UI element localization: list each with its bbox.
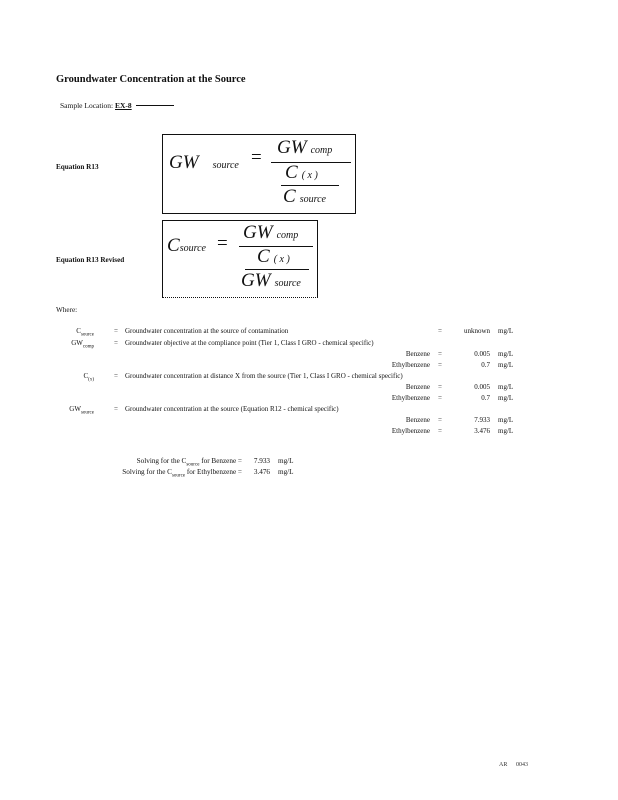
chemical-value: 0.005 — [474, 350, 490, 358]
definition-description: Groundwater concentration at the source of contamination — [125, 327, 289, 335]
sample-location — [60, 101, 174, 110]
equation-r13-middle: C ( x ) — [285, 162, 318, 183]
sample-location-label: Sample Location: — [60, 101, 114, 110]
definition-description: Groundwater objective at the compliance point (Tier 1, Class I GRO - chemical specific) — [125, 339, 374, 347]
equation-r13-lhs: GW source — [169, 152, 239, 173]
sample-location-blank-line — [136, 105, 174, 106]
equation-r13-revised-box — [162, 220, 318, 298]
chemical-value: 3.476 — [474, 427, 490, 435]
chemical-value: 0.005 — [474, 383, 490, 391]
equation-r13-equals: = — [251, 147, 262, 168]
definition-symbol: $GW_{source}$ — [69, 405, 94, 416]
solving-value: 7.933 — [253, 457, 270, 465]
chemical-unit: mg/L — [498, 383, 514, 391]
definition-value: unknown — [463, 327, 490, 335]
equation-r13-revised-denominator: GW source — [241, 270, 301, 291]
equation-r13-label: Equation R13 — [56, 163, 99, 171]
footer-ar-label: AR — [499, 762, 508, 768]
equation-r13-revised-lhs: Csource — [167, 235, 206, 256]
chemical-name: Benzene — [405, 416, 430, 424]
where-label: Where: — [56, 306, 78, 314]
chemical-name: Ethylbenzene — [391, 427, 430, 435]
chemical-unit: mg/L — [498, 350, 514, 358]
equation-r13-revised-numerator: GW comp — [243, 222, 299, 243]
equation-r13-box — [162, 134, 356, 214]
equation-r13-revised-middle: C ( x ) — [257, 246, 290, 267]
chemical-unit: mg/L — [498, 394, 514, 402]
equation-r13-revised-equals: = — [217, 233, 228, 254]
chemical-unit: mg/L — [498, 361, 514, 369]
solving-unit: mg/L — [278, 457, 294, 465]
footer-page-number: 0043 — [516, 762, 528, 768]
chemical-name: Benzene — [405, 350, 430, 358]
solving-value: 3.476 — [253, 468, 270, 476]
solving-unit: mg/L — [278, 468, 294, 476]
definition-description: Groundwater concentration at distance X from the source (Tier 1, Class I GRO - chemical specific) — [125, 372, 403, 380]
page-title: Groundwater Concentration at the Source — [56, 74, 246, 85]
definition-description: Groundwater concentration at the source (Equation R12 - chemical specific) — [125, 405, 339, 413]
definition-symbol: $GW_{comp}$ — [71, 339, 94, 350]
equation-r13-revised-label: Equation R13 Revised — [56, 256, 125, 264]
chemical-name: Ethylbenzene — [391, 361, 430, 369]
chemical-value: 7.933 — [474, 416, 490, 424]
definition-unit: mg/L — [498, 327, 514, 335]
chemical-value: 0.7 — [481, 394, 490, 402]
chemical-name: Ethylbenzene — [391, 394, 430, 402]
chemical-unit: mg/L — [498, 416, 514, 424]
equation-r13-numerator: GW comp — [277, 137, 333, 158]
equation-r13-denominator: C source — [283, 186, 326, 207]
chemical-value: 0.7 — [481, 361, 490, 369]
sample-location-value: EX-8 — [115, 101, 132, 110]
definition-symbol: $C_{source}$ — [76, 327, 94, 338]
chemical-unit: mg/L — [498, 427, 514, 435]
chemical-name: Benzene — [405, 383, 430, 391]
definition-symbol: $C_{(x)}$ — [83, 372, 94, 383]
